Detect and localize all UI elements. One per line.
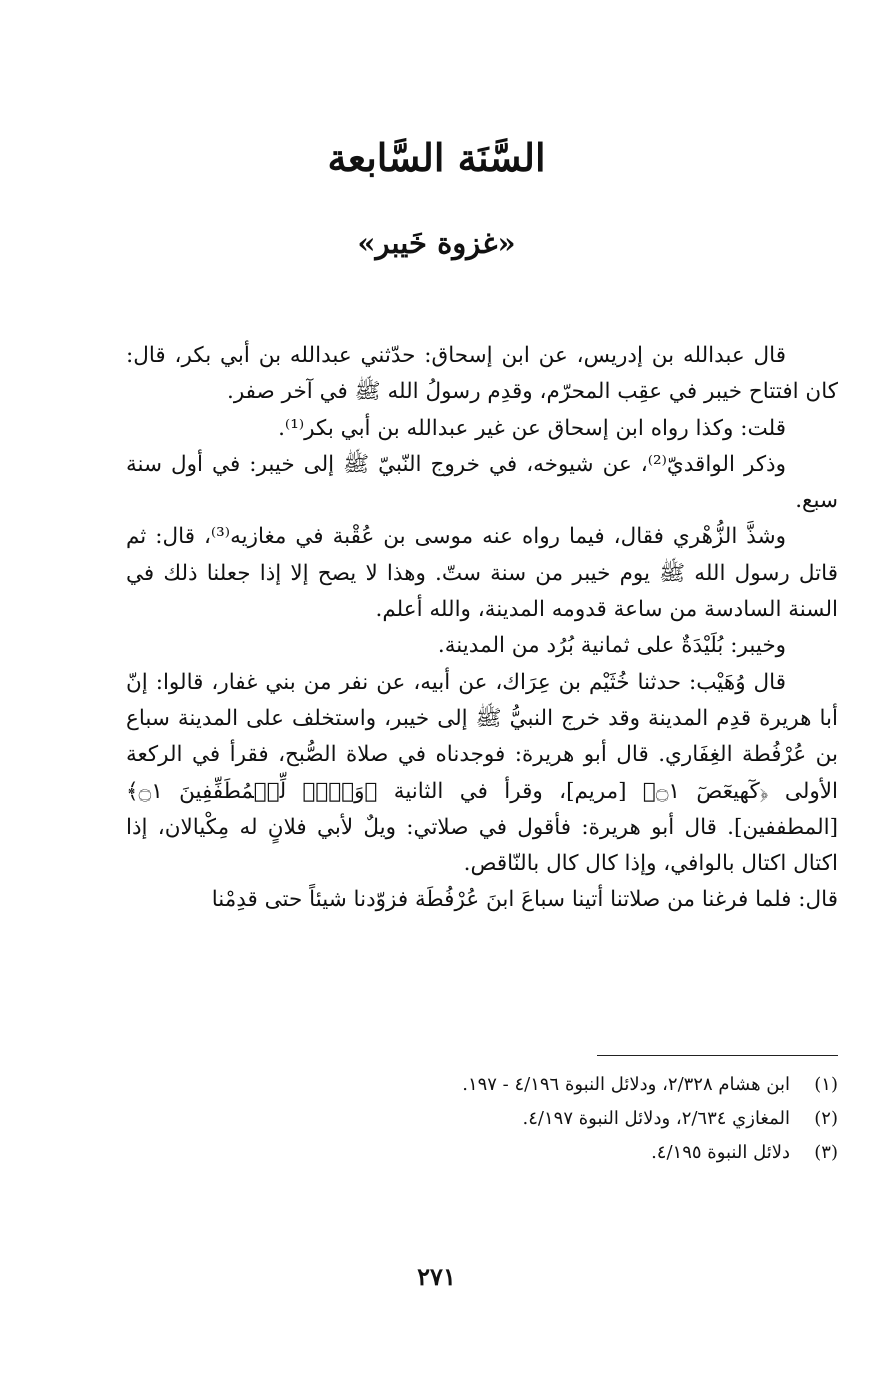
footnote-text: ابن هشام ٢/٣٢٨، ودلائل النبوة ٤/١٩٦ - ١٩٧. bbox=[462, 1074, 790, 1095]
paragraph: وشذَّ الزُّهْري فقال، فيما رواه عنه موسى بن عُقْبة في مغازيه⁽³⁾، قال: ثم قاتل رسول الله ﷺ يوم خيبر من سنة ستّ. وهذا لا يصح إلا إذا جعلنا ذلك في السنة السادسة من ساعة قدومه المدينة، والله أعلم. bbox=[126, 524, 838, 623]
footnote-item bbox=[300, 1136, 838, 1170]
footnote-item bbox=[300, 1068, 838, 1102]
body-text bbox=[126, 338, 838, 919]
page-number: ٢٧١ bbox=[417, 1262, 456, 1291]
footnotes bbox=[300, 1068, 838, 1170]
section-title: «غزوة خَيبر» bbox=[357, 226, 516, 260]
footnote-item bbox=[300, 1102, 838, 1136]
footnote-number: (٣) bbox=[814, 1142, 838, 1163]
paragraph: وخيبر: بُلَيْدَةٌ على ثمانية بُرُد من المدينة. bbox=[437, 633, 786, 659]
footnote-text: دلائل النبوة ٤/١٩٥. bbox=[651, 1142, 790, 1163]
paragraph: وذكر الواقديّ⁽²⁾، عن شيوخه، في خروج النّبيّ ﷺ إلى خيبر: في أول سنة سبع. bbox=[126, 451, 838, 514]
footnote-text: المغازي ٢/٦٣٤، ودلائل النبوة ٤/١٩٧. bbox=[522, 1108, 790, 1129]
paragraph: قال وُهَيْب: حدثنا خُثَيْم بن عِرَاك، عن أبيه، عن نفر من بني غفار، قالوا: إنّ أبا هريرة قدِم المدينة وقد خرج النبيُّ ﷺ إلى خيبر، واستخلف على المدينة سباع بن عُرْفُطة الغِفَاري. قال أبو هريرة: فوجدناه في صلاة الصُّبح، فقرأ في الركعة الأولى ﴿كٓهيعٓصٓ ۝١﴾ [مريم]، وقرأ في الثانية ﴿وَيۡلٞ لِّلۡمُطَفِّفِينَ ۝١﴾ [المطففين]. قال أبو هريرة: فأقول في صلاتي: ويلٌ لأبي فلانٍ له مِكْيالان، إذا اكتال اكتال بالوافي، وإذا كال كال بالنّاقص. bbox=[126, 669, 838, 877]
paragraph: قال: فلما فرغنا من صلاتنا أتينا سباعَ ابنَ عُرْفُطَة فزوّدنا شيئاً حتى قدِمْنا bbox=[211, 887, 838, 913]
footnote-number: (٢) bbox=[814, 1108, 838, 1129]
paragraph: قال عبدالله بن إدريس، عن ابن إسحاق: حدّثني عبدالله بن أبي بكر، قال: كان افتتاح خيبر في عقِب المحرّم، وقدِم رسولُ الله ﷺ في آخر صفر. bbox=[126, 343, 838, 405]
footnote-divider bbox=[597, 1055, 838, 1056]
paragraph: قلت: وكذا رواه ابن إسحاق عن غير عبدالله بن أبي بكر⁽¹⁾. bbox=[278, 415, 786, 441]
chapter-title: السَّنَة السَّابعة bbox=[327, 135, 546, 180]
footnote-number: (١) bbox=[814, 1074, 838, 1095]
